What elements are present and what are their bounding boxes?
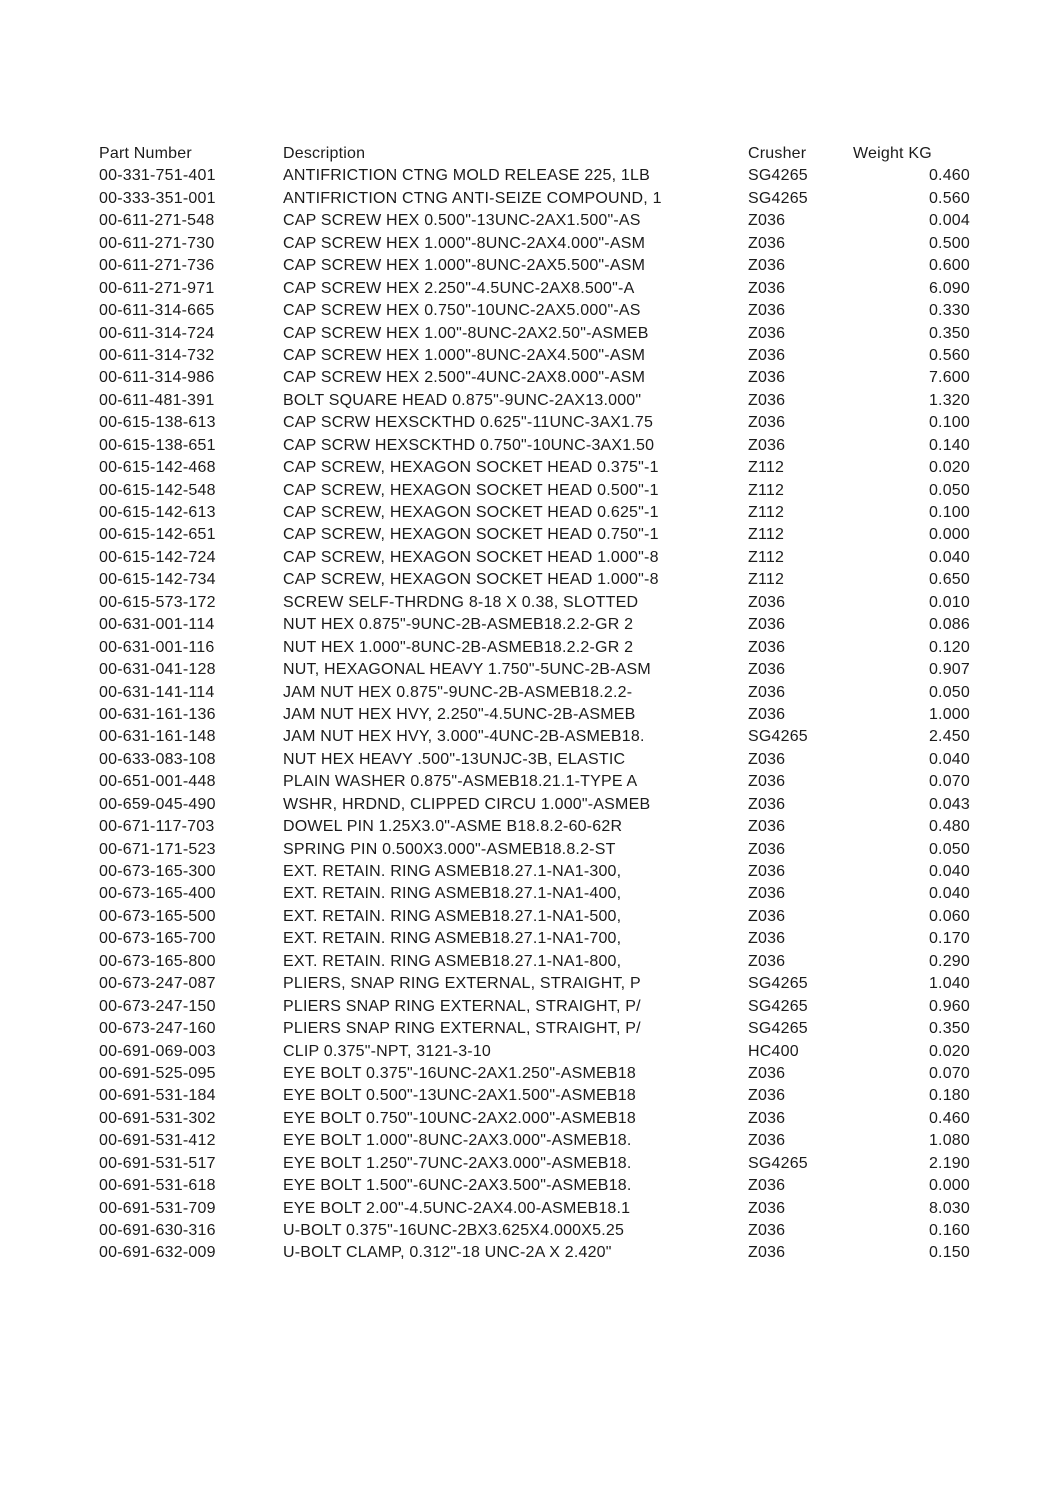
weight-kg-cell: 0.086: [928, 616, 970, 634]
part-number-cell: 00-611-271-971: [99, 279, 215, 297]
crusher-cell: Z036: [748, 369, 786, 387]
table-row: [99, 771, 970, 793]
part-number-cell: 00-673-165-500: [99, 907, 216, 925]
table-row: [99, 1220, 970, 1242]
table-row: [99, 390, 970, 412]
crusher-cell: Z036: [748, 863, 786, 880]
description-cell: EXT. RETAIN. RING ASMEB18.27.1-NA1-700,: [283, 930, 622, 948]
crusher-cell: Z036: [748, 212, 786, 230]
description-cell: EYE BOLT 0.500"-13UNC-2AX1.500"-ASMEB18: [283, 1087, 636, 1105]
description-cell: U-BOLT 0.375"-16UNC-2BX3.625X4.000X5.25: [283, 1222, 625, 1239]
weight-kg-cell: 0.460: [928, 167, 970, 185]
part-number-cell: 00-615-142-468: [99, 459, 216, 477]
crusher-cell: Z036: [748, 952, 786, 970]
table-row: [99, 816, 970, 838]
crusher-cell: Z112: [748, 571, 785, 589]
crusher-cell: Z036: [748, 773, 786, 791]
weight-kg-cell: 0.500: [928, 234, 970, 252]
weight-kg-cell: 0.330: [928, 302, 970, 320]
weight-kg-cell: 0.040: [928, 548, 970, 566]
weight-kg-cell: 0.000: [928, 1177, 970, 1195]
weight-kg-cell: 0.004: [928, 212, 970, 230]
column-header-part-number: Part Number: [99, 145, 192, 162]
table-row: [99, 278, 970, 300]
table-row: [99, 233, 970, 255]
weight-kg-cell: 0.350: [928, 1020, 970, 1038]
description-cell: BOLT SQUARE HEAD 0.875"-9UNC-2AX13.000": [283, 391, 642, 409]
crusher-cell: SG4265: [748, 189, 808, 207]
weight-kg-cell: 0.480: [928, 818, 970, 836]
description-cell: NUT, HEXAGONAL HEAVY 1.750"-5UNC-2B-ASM: [283, 661, 651, 679]
table-row: [99, 210, 970, 232]
part-number-cell: 00-691-531-412: [99, 1132, 216, 1150]
table-body: [99, 165, 970, 1264]
part-number-cell: 00-631-161-136: [99, 705, 216, 723]
description-cell: U-BOLT CLAMP, 0.312"-18 UNC-2A X 2.420": [283, 1244, 612, 1262]
description-cell: CAP SCREW, HEXAGON SOCKET HEAD 1.000"-8: [283, 548, 659, 566]
crusher-cell: SG4265: [748, 1020, 808, 1038]
table-row: [99, 255, 970, 277]
weight-kg-cell: 0.560: [928, 346, 970, 364]
part-number-cell: 00-611-271-730: [99, 234, 215, 252]
weight-kg-cell: 0.160: [928, 1222, 970, 1239]
crusher-cell: Z036: [748, 1177, 786, 1195]
table-header-row: [99, 143, 970, 165]
crusher-cell: Z036: [748, 436, 786, 454]
weight-kg-cell: 0.170: [928, 930, 970, 948]
weight-kg-cell: 0.040: [928, 863, 970, 880]
weight-kg-cell: 2.190: [928, 1154, 970, 1172]
description-cell: NUT HEX 0.875"-9UNC-2B-ASMEB18.2.2-GR 2: [283, 616, 634, 634]
crusher-cell: Z036: [748, 414, 786, 432]
part-number-cell: 00-659-045-490: [99, 795, 216, 813]
description-cell: EYE BOLT 0.375"-16UNC-2AX1.250"-ASMEB18: [283, 1064, 636, 1082]
crusher-cell: Z036: [748, 391, 786, 409]
description-cell: CAP SCREW, HEXAGON SOCKET HEAD 0.500"-1: [283, 481, 659, 499]
column-header-weight-kg: Weight KG: [853, 145, 932, 162]
weight-kg-cell: 2.450: [928, 728, 970, 746]
table-row: [99, 659, 970, 681]
description-cell: NUT HEX HEAVY .500"-13UNJC-3B, ELASTIC: [283, 750, 626, 768]
crusher-cell: Z036: [748, 705, 786, 723]
weight-kg-cell: 0.010: [928, 593, 970, 611]
crusher-cell: Z036: [748, 661, 786, 679]
part-number-cell: 00-691-531-184: [99, 1087, 216, 1105]
description-cell: PLAIN WASHER 0.875"-ASMEB18.21.1-TYPE A: [283, 773, 638, 791]
weight-kg-cell: 0.350: [928, 324, 970, 342]
description-cell: EYE BOLT 1.000"-8UNC-2AX3.000"-ASMEB18.: [283, 1132, 632, 1150]
description-cell: CAP SCREW HEX 1.000"-8UNC-2AX4.500"-ASM: [283, 346, 646, 364]
description-cell: JAM NUT HEX HVY, 2.250"-4.5UNC-2B-ASMEB: [283, 705, 636, 723]
description-cell: CAP SCREW HEX 1.000"-8UNC-2AX5.500"-ASM: [283, 257, 646, 275]
weight-kg-cell: 0.050: [928, 683, 970, 701]
table-row: [99, 1198, 970, 1220]
table-row: [99, 726, 970, 748]
crusher-cell: Z036: [748, 234, 786, 252]
weight-kg-cell: 0.140: [928, 436, 970, 454]
part-number-cell: 00-691-630-316: [99, 1222, 216, 1239]
weight-kg-cell: 8.030: [928, 1199, 970, 1217]
crusher-cell: Z036: [748, 818, 786, 836]
part-number-cell: 00-633-083-108: [99, 750, 216, 768]
table-row: [99, 906, 970, 928]
crusher-cell: Z036: [748, 1064, 786, 1082]
part-number-cell: 00-615-138-613: [99, 414, 216, 432]
description-cell: CLIP 0.375"-NPT, 3121-3-10: [283, 1042, 492, 1060]
part-number-cell: 00-651-001-448: [99, 773, 216, 791]
description-cell: JAM NUT HEX 0.875"-9UNC-2B-ASMEB18.2.2-: [283, 683, 633, 701]
weight-kg-cell: 0.070: [928, 1064, 970, 1082]
crusher-cell: Z036: [748, 1087, 786, 1105]
table-row: [99, 592, 970, 614]
table-row: [99, 928, 970, 950]
crusher-cell: Z036: [748, 638, 786, 656]
table-row: [99, 1153, 970, 1175]
crusher-cell: Z036: [748, 907, 786, 925]
part-number-cell: 00-691-531-618: [99, 1177, 216, 1195]
crusher-cell: Z036: [748, 1109, 786, 1127]
part-number-cell: 00-615-142-548: [99, 481, 216, 499]
description-cell: CAP SCRW HEXSCKTHD 0.750"-10UNC-3AX1.50: [283, 436, 655, 454]
table-row: [99, 547, 970, 569]
description-cell: PLIERS SNAP RING EXTERNAL, STRAIGHT, P/: [283, 997, 641, 1015]
weight-kg-cell: 0.060: [928, 907, 970, 925]
description-cell: CAP SCREW HEX 2.500"-4UNC-2AX8.000"-ASM: [283, 369, 646, 387]
crusher-cell: Z036: [748, 324, 786, 342]
weight-kg-cell: 1.000: [928, 705, 970, 723]
description-cell: CAP SCREW HEX 2.250"-4.5UNC-2AX8.500"-A: [283, 279, 635, 297]
weight-kg-cell: 0.100: [928, 414, 970, 432]
description-cell: ANTIFRICTION CTNG ANTI-SEIZE COMPOUND, 1: [283, 189, 662, 207]
crusher-cell: Z112: [748, 504, 785, 521]
weight-kg-cell: 0.040: [928, 750, 970, 768]
crusher-cell: Z036: [748, 1222, 786, 1239]
crusher-cell: SG4265: [748, 167, 808, 185]
part-number-cell: 00-615-142-651: [99, 526, 216, 544]
crusher-cell: Z036: [748, 302, 786, 320]
weight-kg-cell: 0.290: [928, 952, 970, 970]
weight-kg-cell: 0.070: [928, 773, 970, 791]
table-row: [99, 1108, 970, 1130]
table-row: [99, 1063, 970, 1085]
crusher-cell: Z036: [748, 885, 786, 903]
part-number-cell: 00-631-161-148: [99, 728, 216, 746]
part-number-cell: 00-611-271-548: [99, 212, 215, 230]
part-number-cell: 00-611-271-736: [99, 257, 215, 275]
part-number-cell: 00-611-314-724: [99, 324, 215, 342]
column-header-description: Description: [283, 145, 366, 162]
table-row: [99, 1041, 970, 1063]
part-number-cell: 00-673-165-800: [99, 952, 216, 970]
description-cell: EYE BOLT 1.500"-6UNC-2AX3.500"-ASMEB18.: [283, 1177, 632, 1195]
description-cell: WSHR, HRDND, CLIPPED CIRCU 1.000"-ASMEB: [283, 795, 651, 813]
table-row: [99, 1085, 970, 1107]
part-number-cell: 00-631-141-114: [99, 683, 215, 701]
weight-kg-cell: 1.320: [928, 391, 970, 409]
part-number-cell: 00-691-632-009: [99, 1244, 216, 1262]
table-row: [99, 367, 970, 389]
part-number-cell: 00-691-531-709: [99, 1199, 216, 1217]
weight-kg-cell: 0.100: [928, 504, 970, 521]
part-number-cell: 00-615-142-734: [99, 571, 216, 589]
table-row: [99, 951, 970, 973]
table-row: [99, 188, 970, 210]
table-row: [99, 749, 970, 771]
weight-kg-cell: 0.020: [928, 459, 970, 477]
description-cell: PLIERS SNAP RING EXTERNAL, STRAIGHT, P/: [283, 1020, 641, 1038]
part-number-cell: 00-671-117-703: [99, 818, 215, 836]
part-number-cell: 00-673-165-300: [99, 863, 216, 880]
part-number-cell: 00-691-525-095: [99, 1064, 216, 1082]
description-cell: JAM NUT HEX HVY, 3.000"-4UNC-2B-ASMEB18.: [283, 728, 645, 746]
part-number-cell: 00-671-171-523: [99, 840, 216, 858]
part-number-cell: 00-615-142-724: [99, 548, 216, 566]
part-number-cell: 00-673-247-150: [99, 997, 216, 1015]
description-cell: EXT. RETAIN. RING ASMEB18.27.1-NA1-800,: [283, 952, 622, 970]
part-number-cell: 00-615-138-651: [99, 436, 216, 454]
table-row: [99, 682, 970, 704]
weight-kg-cell: 0.020: [928, 1042, 970, 1060]
weight-kg-cell: 0.150: [928, 1244, 970, 1262]
table-row: [99, 996, 970, 1018]
weight-kg-cell: 0.560: [928, 189, 970, 207]
part-number-cell: 00-691-531-517: [99, 1154, 216, 1172]
weight-kg-cell: 0.460: [928, 1109, 970, 1127]
description-cell: CAP SCREW HEX 0.750"-10UNC-2AX5.000"-AS: [283, 302, 641, 320]
table-row: [99, 973, 970, 995]
table-row: [99, 524, 970, 546]
part-number-cell: 00-631-001-114: [99, 616, 215, 634]
part-number-cell: 00-631-041-128: [99, 661, 216, 679]
description-cell: CAP SCREW, HEXAGON SOCKET HEAD 1.000"-8: [283, 571, 659, 589]
weight-kg-cell: 0.960: [928, 997, 970, 1015]
description-cell: EYE BOLT 2.00"-4.5UNC-2AX4.00-ASMEB18.1: [283, 1199, 631, 1217]
crusher-cell: Z036: [748, 593, 786, 611]
description-cell: EYE BOLT 0.750"-10UNC-2AX2.000"-ASMEB18: [283, 1109, 636, 1127]
table-row: [99, 412, 970, 434]
table-row: [99, 1130, 970, 1152]
table-row: [99, 794, 970, 816]
part-number-cell: 00-615-142-613: [99, 504, 216, 521]
weight-kg-cell: 0.050: [928, 840, 970, 858]
weight-kg-cell: 1.040: [928, 975, 970, 993]
description-cell: DOWEL PIN 1.25X3.0"-ASME B18.8.2-60-62R: [283, 818, 623, 836]
description-cell: CAP SCREW, HEXAGON SOCKET HEAD 0.750"-1: [283, 526, 659, 544]
crusher-cell: Z036: [748, 840, 786, 858]
table-row: [99, 345, 970, 367]
description-cell: EYE BOLT 1.250"-7UNC-2AX3.000"-ASMEB18.: [283, 1154, 632, 1172]
table-row: [99, 861, 970, 883]
column-header-crusher: Crusher: [748, 145, 807, 162]
crusher-cell: Z112: [748, 548, 785, 566]
crusher-cell: Z036: [748, 750, 786, 768]
table-row: [99, 1175, 970, 1197]
table-row: [99, 1242, 970, 1264]
table-row: [99, 435, 970, 457]
description-cell: SPRING PIN 0.500X3.000"-ASMEB18.8.2-ST: [283, 840, 616, 858]
table-row: [99, 323, 970, 345]
description-cell: CAP SCRW HEXSCKTHD 0.625"-11UNC-3AX1.75: [283, 414, 654, 432]
table-row: [99, 502, 970, 524]
part-number-cell: 00-673-165-400: [99, 885, 216, 903]
description-cell: ANTIFRICTION CTNG MOLD RELEASE 225, 1LB: [283, 167, 650, 185]
part-number-cell: 00-611-314-732: [99, 346, 215, 364]
table-row: [99, 480, 970, 502]
table-row: [99, 614, 970, 636]
crusher-cell: Z036: [748, 1199, 786, 1217]
table-row: [99, 165, 970, 187]
crusher-cell: Z036: [748, 683, 786, 701]
crusher-cell: SG4265: [748, 975, 808, 993]
description-cell: EXT. RETAIN. RING ASMEB18.27.1-NA1-400,: [283, 885, 622, 903]
crusher-cell: Z112: [748, 459, 785, 477]
table-row: [99, 569, 970, 591]
description-cell: SCREW SELF-THRDNG 8-18 X 0.38, SLOTTED: [283, 593, 639, 611]
part-number-cell: 00-673-165-700: [99, 930, 216, 948]
description-cell: CAP SCREW HEX 1.000"-8UNC-2AX4.000"-ASM: [283, 234, 646, 252]
crusher-cell: SG4265: [748, 728, 808, 746]
description-cell: CAP SCREW HEX 1.00"-8UNC-2AX2.50"-ASMEB: [283, 324, 649, 342]
crusher-cell: HC400: [748, 1042, 799, 1060]
weight-kg-cell: 7.600: [928, 369, 970, 387]
crusher-cell: Z112: [748, 481, 785, 499]
part-number-cell: 00-673-247-160: [99, 1020, 216, 1038]
weight-kg-cell: 0.180: [928, 1087, 970, 1105]
description-cell: NUT HEX 1.000"-8UNC-2B-ASMEB18.2.2-GR 2: [283, 638, 634, 656]
crusher-cell: SG4265: [748, 1154, 808, 1172]
part-number-cell: 00-331-751-401: [99, 167, 216, 185]
part-number-cell: 00-673-247-087: [99, 975, 216, 993]
description-cell: CAP SCREW, HEXAGON SOCKET HEAD 0.375"-1: [283, 459, 659, 477]
weight-kg-cell: 1.080: [928, 1132, 970, 1150]
weight-kg-cell: 0.040: [928, 885, 970, 903]
crusher-cell: Z036: [748, 1132, 786, 1150]
weight-kg-cell: 0.120: [928, 638, 970, 656]
crusher-cell: Z036: [748, 257, 786, 275]
weight-kg-cell: 0.907: [928, 661, 970, 679]
description-cell: CAP SCREW HEX 0.500"-13UNC-2AX1.500"-AS: [283, 212, 641, 230]
crusher-cell: Z036: [748, 616, 786, 634]
weight-kg-cell: 6.090: [928, 279, 970, 297]
weight-kg-cell: 0.050: [928, 481, 970, 499]
crusher-cell: Z036: [748, 930, 786, 948]
part-number-cell: 00-611-314-665: [99, 302, 215, 320]
part-number-cell: 00-611-314-986: [99, 369, 215, 387]
weight-kg-cell: 0.650: [928, 571, 970, 589]
parts-table: [99, 143, 970, 1265]
part-number-cell: 00-691-531-302: [99, 1109, 216, 1127]
table-row: [99, 637, 970, 659]
crusher-cell: Z036: [748, 1244, 786, 1262]
weight-kg-cell: 0.043: [928, 795, 970, 813]
part-number-cell: 00-691-069-003: [99, 1042, 216, 1060]
table-row: [99, 1018, 970, 1040]
table-row: [99, 300, 970, 322]
crusher-cell: Z036: [748, 795, 786, 813]
weight-kg-cell: 0.600: [928, 257, 970, 275]
crusher-cell: Z036: [748, 346, 786, 364]
description-cell: EXT. RETAIN. RING ASMEB18.27.1-NA1-300,: [283, 863, 622, 880]
part-number-cell: 00-333-351-001: [99, 189, 216, 207]
table-row: [99, 457, 970, 479]
description-cell: EXT. RETAIN. RING ASMEB18.27.1-NA1-500,: [283, 907, 622, 925]
description-cell: PLIERS, SNAP RING EXTERNAL, STRAIGHT, P: [283, 975, 641, 993]
crusher-cell: Z036: [748, 279, 786, 297]
crusher-cell: Z112: [748, 526, 785, 544]
weight-kg-cell: 0.000: [928, 526, 970, 544]
description-cell: CAP SCREW, HEXAGON SOCKET HEAD 0.625"-1: [283, 504, 659, 521]
part-number-cell: 00-611-481-391: [99, 391, 215, 409]
part-number-cell: 00-631-001-116: [99, 638, 215, 656]
crusher-cell: SG4265: [748, 997, 808, 1015]
table-row: [99, 704, 970, 726]
table-row: [99, 883, 970, 905]
table-row: [99, 839, 970, 861]
part-number-cell: 00-615-573-172: [99, 593, 216, 611]
